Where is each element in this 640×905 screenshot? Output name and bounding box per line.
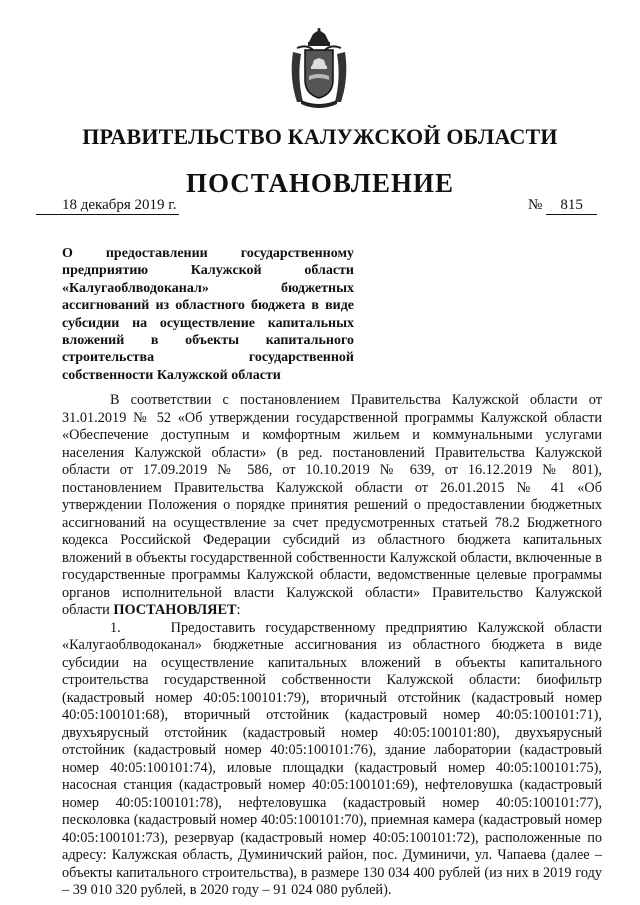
document-type: ПОСТАНОВЛЕНИЕ	[185, 168, 455, 198]
document-date	[36, 197, 179, 215]
document-date-value: 18 декабря 2019 г.	[36, 197, 179, 215]
item-number: 1.	[110, 619, 121, 636]
decree-word: ПОСТАНОВЛЯЕТ	[113, 602, 237, 618]
kaluga-coat-of-arms-icon	[287, 28, 351, 108]
item-text: Предоставить государственному предприятию Калужской области «Калугаоблводоканал» бюджетные ассигнования из областного бюджета в виде субсидии на осуществление капитальных вложений в объекты капитального строительства государственной собственности Калужской области: биофильтр (кадастровый номер 40:05:100101:79), вторичный отстойник (кадастровый номер 40:05:100101:68), вторичный отстойник (кадастровый номер 40:05:100101:71), двухъярусный отстойник (кадастровый номер 40:05:100101:80), двухъярусный отстойник (кадастровый номер 40:05:100101:76), здание лаборатории (кадастровый номер 40:05:100101:74), иловые площадки (кадастровый номер 40:05:100101:75), насосная станция (кадастровый номер 40:05:100101:69), нефтеловушка (кадастровый номер 40:05:100101:78), нефтеловушка (кадастровый номер 40:05:100101:77), песколовка (кадастровый номер 40:05:100101:70), приемная камера (кадастровый номер 40:05:100101:73), резервуар (кадастровый номер 40:05:100101:72), расположенные по адресу: Калужская область, Думиничский район, пос. Думиничи, ул. Чапаева (далее – объекты капитального строительства), в размере 130 034 400 рублей (из них в 2019 году – 39 010 320 рублей, в 2020 году – 91 024 080 рублей).	[62, 619, 602, 898]
number-label: №	[528, 197, 543, 213]
government-title: ПРАВИТЕЛЬСТВО КАЛУЖСКОЙ ОБЛАСТИ	[82, 124, 558, 149]
preamble-text: В соответствии с постановлением Правительства Калужской области от 31.01.2019 № 52 «Об утверждении государственной программы Калужской области «Обеспечение доступным и комфортным жильем и коммунальными услугами населения Калужской области» (в ред. постановлений Правительства Калужской области от 17.09.2019 № 586, от 10.10.2019 № 639, от 16.12.2019 № 801), постановлением Правительства Калужской области от 26.01.2015 № 41 «Об утверждении Положения о порядке принятия решений о предоставлении бюджетных ассигнований на осуществление за счет предусмотренных статьей 78.2 Бюджетного кодекса Российской Федерации субсидий из областного бюджета капитальных вложений в объекты государственной собственности Калужской области, включенные в государственные программы Калужской области, ведомственные целевые программы органов исполнительной власти Калужской области» Правительство Калужской области	[62, 392, 602, 618]
document-subject: О предоставлении государственному предприятию Калужской области «Калугаоблводоканал» бюджетных ассигнований из областного бюджета в виде субсидии на осуществление капитальных вложений в объекты капитального строительства государственной собственности Калужской области	[62, 246, 354, 383]
preamble-paragraph	[62, 392, 602, 620]
item-paragraph-1	[62, 620, 602, 900]
decree-colon: :	[236, 602, 241, 618]
number-value: 815	[546, 197, 597, 215]
document-number	[528, 197, 597, 215]
document-body	[62, 392, 602, 900]
